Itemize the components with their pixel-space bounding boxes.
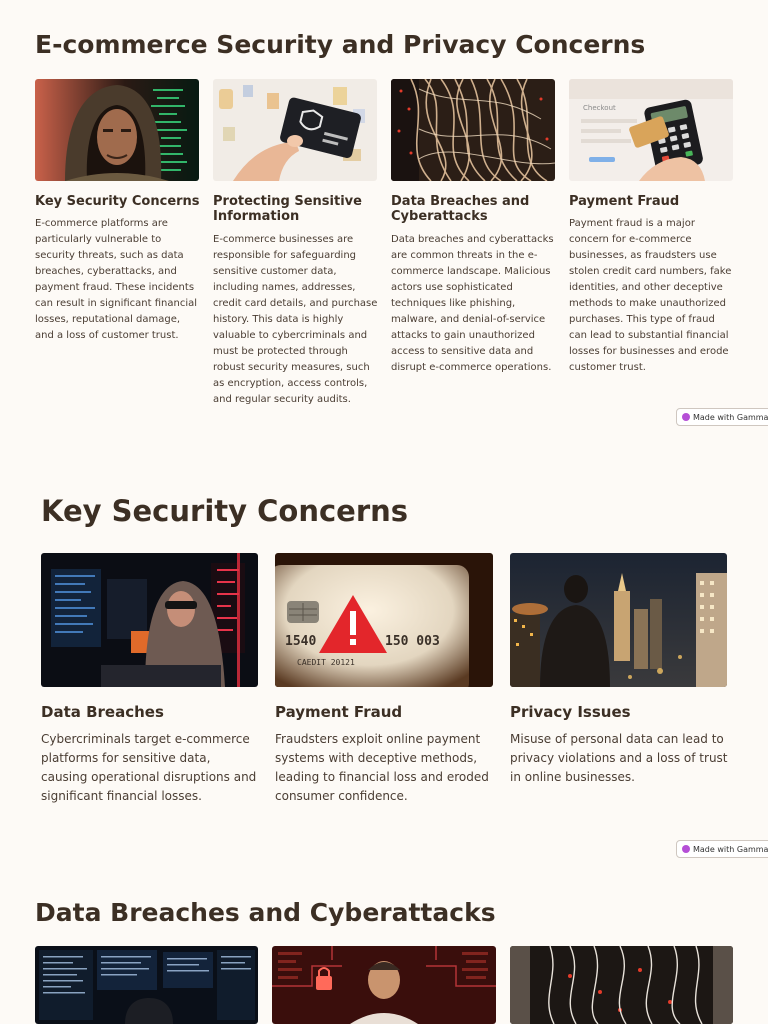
card-text-security: E-commerce platforms are particularly vulnerable to security threats, such as data breaches, cyberattacks, and payment fraud. These incidents can result in significant financial losses, reputational damage, and a loss of customer trust. [35,218,198,341]
card-heading-breaches: Data Breaches and Cyberattacks [391,194,530,224]
card-text-breaches: Data breaches and cyberattacks are common threats in the e-commerce landscape. Malicious actors use sophisticated techniques like phishing, malware, and denial-of-service attacks to gain unauthorized access to sensitive data and disrupt e-commerce operations. [391,234,554,373]
card-text-payment-fraud-2: Fraudsters exploit online payment systems with deceptive methods, leading to financial loss and eroded consumer confidence. [275,732,489,803]
server-cables-image [391,79,555,181]
card-heading-protecting: Protecting Sensitive Information [213,194,362,224]
card-heading-privacy: Privacy Issues [510,703,631,721]
card-number-left: 1540 [285,634,317,649]
card-heading-security: Key Security Concerns [35,194,200,209]
card-heading-payment-fraud-2: Payment Fraud [275,703,403,721]
slide-security-privacy [0,0,768,440]
gamma-logo-icon [682,845,690,853]
card-heading-payment-fraud: Payment Fraud [569,194,680,209]
payment-terminal-image [569,79,733,181]
slide3-title: Data Breaches and Cyberattacks [35,898,496,927]
badge-label: Made with Gamma [693,412,768,422]
slide2-title: Key Security Concerns [41,494,409,528]
slide-data-breaches [0,880,768,1024]
slide-key-security-concerns [0,460,768,870]
credit-card-alert-image [275,553,493,687]
card-text-privacy: Misuse of personal data can lead to privacy violations and a loss of trust in online businesses. [510,732,728,784]
card-number-right: 150 003 [385,634,440,649]
gamma-logo-icon [682,413,690,421]
slide1-title: E-commerce Security and Privacy Concerns [35,30,646,59]
card-small-text: CAEDIT 20121 [297,658,355,667]
badge-label: Made with Gamma [693,844,768,854]
made-with-gamma-badge[interactable] [676,408,768,426]
card-text-payment-fraud: Payment fraud is a major concern for e-commerce businesses, as fraudsters use stolen credit card numbers, fake identities, and other deceptive methods to make unauthorized purchases. This type of fraud can lead to substantial financial losses for businesses and erode customer trust. [569,218,732,373]
stressed-man-lock-image [272,946,496,1024]
hacker-image [35,79,199,181]
card-text-data-breaches: Cybercriminals target e-commerce platforms for sensitive data, causing operational disruptions and significant financial losses. [41,732,257,803]
hacker-monitors-image [41,553,258,687]
made-with-gamma-badge-2[interactable] [676,840,768,858]
card-heading-data-breaches: Data Breaches [41,703,164,721]
card-text-protecting: E-commerce businesses are responsible for safeguarding sensitive customer data, including names, addresses, credit card details, and purchase history. This data is highly valuable to cybercriminals and must be protected through robust security measures, such as encryption, access controls, and regular security audits. [213,234,378,405]
hacker-code-screens-image [35,946,258,1024]
checkout-label: Checkout [583,104,616,112]
server-rack-image [510,946,733,1024]
security-card-image [213,79,377,181]
city-night-image [510,553,727,687]
